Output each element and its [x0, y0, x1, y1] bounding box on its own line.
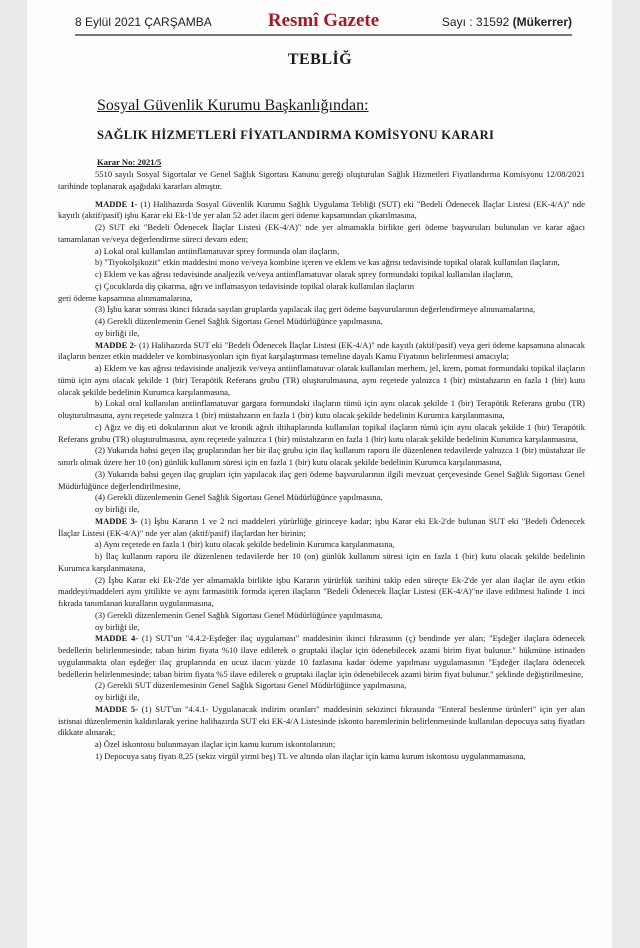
paragraph [58, 246, 585, 258]
paragraph [58, 551, 585, 575]
paragraph-text: c) Eklem ve kas ağrısı tedavisinde analjezik ve/veya antiinflamatuvar olarak sprey formundaki topikal kullanılan ilaçların, [95, 269, 513, 279]
paragraph [58, 257, 585, 269]
issuing-organization: Sosyal Güvenlik Kurumu Başkanlığından: [97, 97, 369, 114]
decision-number: Karar No: 2021/5 [97, 157, 162, 167]
paragraph-text: (3) Yukarıda bahsi geçen ilaç grupları için yapılacak ilaç geri ödeme başvurularının ilgili mevzuat çerçevesinde Genel Sağlık Sigortası Genel Müdürlüğünce değerlendirilmesine, [58, 468, 585, 491]
paragraph [58, 422, 585, 446]
article-paragraph [58, 199, 585, 223]
article-number: MADDE 4- [95, 633, 142, 644]
paragraph [58, 622, 585, 634]
paragraph [58, 739, 585, 751]
paragraph-text: (2) İşbu Karar eki Ek-2'de yer almamakla birlikte işbu Kararın yürürlük tarihini takip eden süreçte Ek-2'de yer alan ilaçlar ile aynı etkin maddeyi/maddeleri aynı yitilikte ve aynı farmasötik formda içeren ilaçların "Bedeli Ödenecek İlaçlar Listesi (EK-4/A)"ne ilave edilmesi halinde 1 inci fıkrada tanımlanan kuralların uygulanmasına, [58, 574, 585, 608]
paragraph-text: (3) İşbu karar sonrası ikinci fıkrada sayılan gruplarda yapılacak ilaç geri ödeme başvurularının değerlendirmeye alınmamalarına, [95, 304, 536, 315]
paragraph-text: oy birliği ile, [95, 692, 140, 702]
paragraph [58, 575, 585, 610]
paragraph [58, 304, 585, 316]
paragraph-text: (4) Gerekli düzenlemenin Genel Sağlık Sigortası Genel Müdürlüğünce yapılmasına, [95, 492, 383, 503]
paragraph-text: (2) Yukarıda bahsi geçen ilaç gruplarından her bir ilaç grubu için ilaç kullanım raporu ile düzenlenen tedavilerde yalnızca 1 (bir) müstahzar ile sınırlı olmak üzere her 10 (on) günlük kullanım süresi için en fazla 1 (bir) kutu olacak şekilde bedelinin Kurumca karşılanmasına, [58, 445, 585, 467]
paragraph-text: 1) Depocuya satış fiyatı 8,25 (sekiz virgül yirmi beş) TL ve altında olan ilaçlar için kamu kurum iskontosu uygulanmamasına, [95, 750, 526, 761]
article-number: MADDE 1- [95, 198, 141, 209]
paragraph-text: b) İlaç kullanım raporu ile düzenlenen tedavilerde her 10 (on) günlük kullanım süresi için en fazla 1 (bir) kutu olacak şekilde bedelinin Kurumca karşılanmasına, [58, 551, 585, 573]
paragraph [58, 316, 585, 328]
paragraph [58, 751, 585, 763]
paragraph-text: b) Lokal oral kullanılan antiinflamatuvar gargara formundaki ilaçların tümü için aynı olacak şekilde 1 (bir) Terapötik Referans grubu (TR) oluşturulmasına, aynı reçetede yalnızca 1 (bir) müstahzarın en fazla 1 (bir) kutu olacak şekilde bedelinin Kurumca karşılanmasına, [58, 398, 585, 420]
paragraph [58, 692, 585, 704]
article-paragraph [58, 704, 585, 739]
paragraph-text: ç) Çocuklarda diş çıkarma, ağrı ve inflamasyon tedavisinde topikal olarak kullanılan ilaçların [95, 280, 414, 291]
paragraph-text: oy birliği ile, [95, 504, 140, 514]
issue-number [442, 15, 572, 29]
article-number: MADDE 5- [95, 703, 142, 714]
publication-date: 8 Eylül 2021 ÇARŞAMBA [75, 15, 212, 29]
paragraph [58, 680, 585, 692]
section-heading: TEBLİĞ [287, 51, 353, 68]
article-number: MADDE 2- [95, 339, 140, 350]
paragraph [58, 281, 585, 293]
article-number: MADDE 3- [95, 515, 141, 526]
paragraph [58, 445, 585, 469]
paragraph-text: (2) Gerekli SUT düzenlemesinin Genel Sağlık Sigortası Genel Müdürlüğünce yapılmasına, [95, 680, 407, 691]
paragraph [58, 610, 585, 622]
paragraph-text: a) Özel iskontosu bulunmayan ilaçlar için kamu kurum iskontolarının; [95, 739, 336, 749]
paragraph-text: (1) SUT'un "4.4.1- Uygulanacak indirim oranları" maddesinin sekizinci fıkrasında "Enteral beslenme ürünleri" için yer alan istisnai düzenlemenin kaldırılarak yerine halihazırda SUT eki EK-4/A Listesinde iskonto baremlerinin belirlenmesinde kullanılan depocuya satış fiyatları dikkate alınarak; [58, 703, 585, 738]
paragraph [58, 398, 585, 422]
paragraph [58, 492, 585, 504]
paragraph-text: a) Aynı reçetede en fazla 1 (bir) kutu olacak şekilde bedelinin Kurumca karşılanmasına, [95, 539, 395, 550]
paragraph-text: a) Eklem ve kas ağrısı tedavisinde analjezik ve/veya antiinflamatuvar olarak kullanılan merhem, jel, krem, pomat formundaki topikal ilaçların tümü için aynı olacak şekilde 1 (bir) Terapötik Referans grubu (TR) oluşturulmasına, aynı reçetede yalnızca 1 (bir) müstahzarın en fazla 1 (bir) kutu olacak şekilde bedelinin Kurumca karşılanmasına, [58, 363, 585, 397]
paragraph [58, 169, 585, 193]
document-title: SAĞLIK HİZMETLERİ FİYATLANDIRMA KOMİSYONU KARARI [97, 128, 495, 142]
paragraph-text: (3) Gerekli düzenlemenin Genel Sağlık Sigortası Genel Müdürlüğünce yapılmasına, [95, 609, 383, 620]
article-paragraph [58, 340, 585, 364]
paragraph-text: 5510 sayılı Sosyal Sigortalar ve Genel Sağlık Sigortası Kanunu gereği oluşturulan Sağlık Hizmetleri Fiyatlandırma Komisyonu 12/08/2021 tarihinde toplanarak aşağıdaki kararları almıştır. [58, 169, 585, 191]
paragraph-text: b) "Tiyokolşikozit" etkin maddesini mono ve/veya kombine içeren ve eklem ve kas ağrısı tedavisinde topikal olarak kullanılan ilaçların, [95, 257, 560, 268]
paragraph [58, 504, 585, 516]
issue-prefix: Sayı : 31592 [441, 15, 510, 29]
paragraph-text: (1) İşbu Kararın 1 ve 2 nci maddeleri yürürlüğe girinceye kadar; işbu Karar eki Ek-2'de bulunan SUT eki "Bedeli Ödenecek İlaçlar Listesi (EK-4/A)" nde yer alan (aktif/pasif) ilaçlardan her birinin; [58, 515, 585, 538]
article-paragraph [58, 633, 585, 680]
paragraph [58, 469, 585, 493]
paragraph-text: (1) Halihazırda SUT eki "Bedeli Ödenecek İlaçlar Listesi (EK-4/A)" nde kayıtlı (aktif/pasif) veya geri ödeme kapsamına alınacak ilaçların benzer etkin maddeler ve kombinasyonları için fiyat karşılaştırması temeline dayalı Kamu Fiyatının belirlenmesi amacıyla; [58, 339, 585, 362]
gazette-header [75, 8, 572, 36]
paragraph-text: a) Lokal oral kullanılan antiinflamatuvar sprey formunda olan ilaçların, [95, 245, 340, 256]
paragraph-text: geri ödeme kapsamına alınmamalarına, [58, 292, 193, 303]
paragraph-text: oy birliği ile, [95, 327, 140, 338]
paragraph [58, 293, 585, 305]
paragraph [58, 328, 585, 340]
paragraph-text: c) Ağız ve diş eti dokularının akut ve kronik ağrılı iltihaplarında kullanılan topikal ilaçların tümü için aynı olacak şekilde 1 (bir) Terapötik Referans grubu (TR) oluşturulmasına, aynı reçetede yalnızca 1 (bir) müstahzarın en fazla 1 (bir) kutu olacak şekilde bedelinin Kurumca karşılanmasına, [58, 421, 585, 444]
issue-suffix: (Mükerrer) [512, 15, 572, 29]
document-body [58, 169, 585, 763]
paragraph-text: (1) SUT'un "4.4.2-Eşdeğer ilaç uygulaması" maddesinin ikinci fıkrasının (ç) bendinde yer alan; "Eşdeğer ilaçlara ödenecek bedellerin belirlenmesinde; taban birim fiyata %10 ilave edilerek o gruptaki ilaçlar için ödenebilecek azami birim fiyat bulunur." hükmüne istinaden uygulanmakta olan eşdeğer ilaç gruplarında en ucuz ilacın yüzde 10 fazlasına kadar ödeme yapılması uygulamasının "Eşdeğer ilaçlara ödenecek bedellerin belirlenmesinde; taban birim fiyata %5 ilave edilerek o gruptaki ilaçlar için ödenebilecek azami birim fiyat bulunur." şeklinde değiştirilmesine, [58, 633, 585, 679]
paragraph-text: (4) Gerekli düzenlemenin Genel Sağlık Sigortası Genel Müdürlüğünce yapılmasına, [95, 316, 383, 326]
paragraph-text: oy birliği ile, [95, 621, 140, 632]
paragraph-text: (2) SUT eki "Bedeli Ödenecek İlaçlar Listesi (EK-4/A)" nde yer almamakla birlikte geri ödeme başvuruları bulunulan ve karar ağacı tamamlanan ve/veya değerlendirme süreci devam eden; [58, 222, 585, 244]
paragraph-text: (1) Halihazırda Sosyal Güvenlik Kurumu Sağlık Uygulama Tebliği (SUT) eki "Bedeli Ödenecek İlaçlar Listesi (EK-4/A)" nde kayıtlı (aktif/pasif) işbu Karar eki Ek-1'de yer alan 52 adet ilacın geri ödeme kapsamından çıkarılmasına, [58, 198, 585, 221]
paragraph [58, 363, 585, 398]
paragraph [58, 539, 585, 551]
article-paragraph [58, 516, 585, 540]
paragraph [58, 222, 585, 246]
gazette-logo: Resmî Gazete [267, 10, 380, 31]
paragraph [58, 269, 585, 281]
